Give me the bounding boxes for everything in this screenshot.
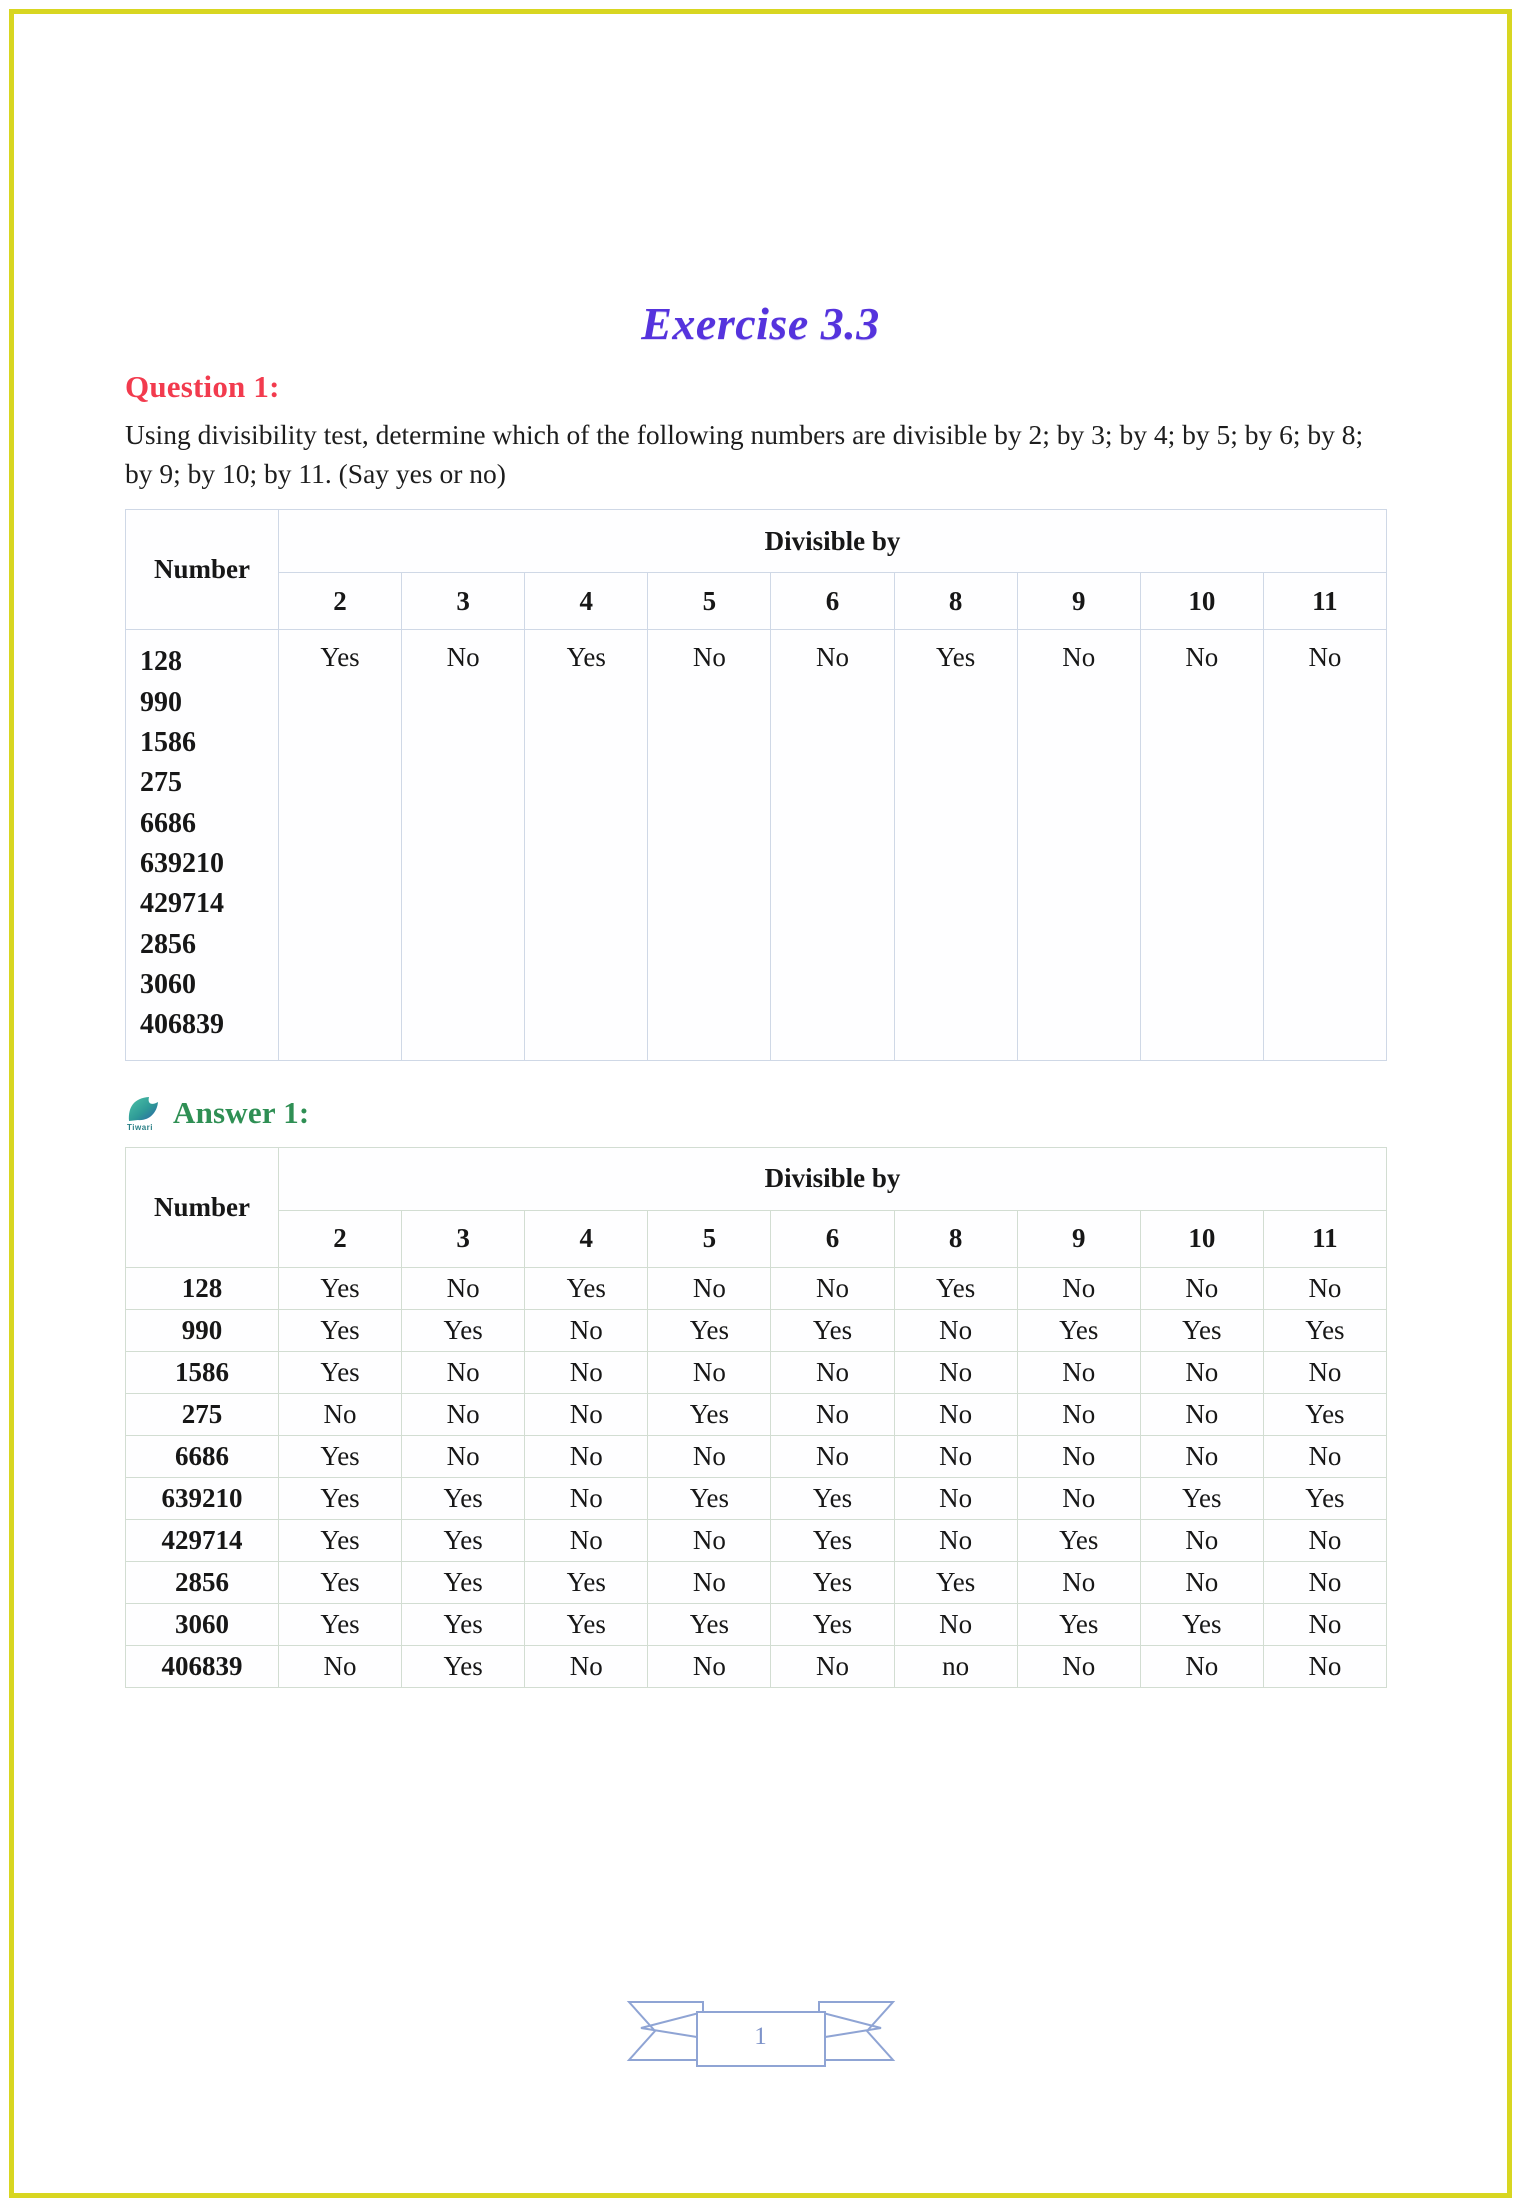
list-item: 128 (140, 646, 182, 678)
answer-cell-8: No (894, 1351, 1017, 1393)
answer-row-number: 2856 (126, 1561, 279, 1603)
answer-cell-4: No (525, 1519, 648, 1561)
answer-cell-4: No (525, 1351, 648, 1393)
table-row (126, 1393, 1387, 1435)
header-divisor-4: 4 (525, 573, 648, 630)
answer-cell-5: No (648, 1435, 771, 1477)
answer-cell-5: No (648, 1351, 771, 1393)
answer-cell-9: No (1017, 1645, 1140, 1687)
list-item: 406839 (140, 1009, 224, 1041)
answer-cell-3: Yes (402, 1309, 525, 1351)
header-number: Number (126, 1147, 279, 1267)
question-numbers-list (126, 630, 279, 1060)
answer-cell-4: Yes (525, 1267, 648, 1309)
answer-cell-9: No (1017, 1267, 1140, 1309)
question-heading: Question 1: (125, 369, 280, 405)
list-item: 6686 (140, 807, 196, 839)
question-cell-6: No (771, 630, 894, 1060)
answer-cell-8: No (894, 1309, 1017, 1351)
answer-row-number: 275 (126, 1393, 279, 1435)
answer-cell-4: No (525, 1309, 648, 1351)
answer-cell-5: No (648, 1519, 771, 1561)
answer-cell-2: Yes (279, 1309, 402, 1351)
table-row (126, 1435, 1387, 1477)
answer-cell-10: No (1140, 1393, 1263, 1435)
answer-cell-3: Yes (402, 1477, 525, 1519)
answer-cell-9: Yes (1017, 1519, 1140, 1561)
answer-cell-2: Yes (279, 1477, 402, 1519)
page-title: Exercise 3.3 (641, 298, 880, 349)
header-divisor-5: 5 (648, 573, 771, 630)
answer-cell-10: No (1140, 1645, 1263, 1687)
list-item: 639210 (140, 847, 224, 879)
answer-cell-8: No (894, 1519, 1017, 1561)
answer-row-number: 639210 (126, 1477, 279, 1519)
answer-cell-8: No (894, 1393, 1017, 1435)
answer-cell-11: No (1263, 1519, 1386, 1561)
answer-cell-4: No (525, 1435, 648, 1477)
header-divisor-4: 4 (525, 1210, 648, 1267)
answer-cell-3: Yes (402, 1561, 525, 1603)
table-row (126, 1519, 1387, 1561)
answer-cell-2: Yes (279, 1351, 402, 1393)
answer-cell-9: No (1017, 1561, 1140, 1603)
answer-cell-8: no (894, 1645, 1017, 1687)
answer-cell-3: No (402, 1393, 525, 1435)
answer-cell-9: No (1017, 1477, 1140, 1519)
answer-cell-2: Yes (279, 1267, 402, 1309)
answer-cell-6: No (771, 1645, 894, 1687)
answer-cell-10: Yes (1140, 1477, 1263, 1519)
answer-cell-6: No (771, 1267, 894, 1309)
answer-cell-2: Yes (279, 1603, 402, 1645)
table-row (126, 1477, 1387, 1519)
table-row (126, 1561, 1387, 1603)
question-cell-5: No (648, 630, 771, 1060)
answer-row-number: 406839 (126, 1645, 279, 1687)
answer-cell-11: Yes (1263, 1309, 1386, 1351)
answer-cell-10: Yes (1140, 1309, 1263, 1351)
answer-cell-3: Yes (402, 1519, 525, 1561)
list-item: 990 (140, 686, 182, 718)
question-cell-11: No (1263, 630, 1386, 1060)
header-divisible-by: Divisible by (279, 510, 1387, 573)
answer-cell-2: Yes (279, 1519, 402, 1561)
list-item: 1586 (140, 727, 196, 759)
answer-cell-5: Yes (648, 1477, 771, 1519)
answer-cell-2: Yes (279, 1435, 402, 1477)
answer-row-number: 1586 (126, 1351, 279, 1393)
answer-heading-row (125, 1095, 1396, 1131)
table-row (126, 1645, 1387, 1687)
answer-cell-8: Yes (894, 1267, 1017, 1309)
answer-cell-11: No (1263, 1645, 1386, 1687)
answer-cell-4: Yes (525, 1561, 648, 1603)
header-divisor-2: 2 (279, 1210, 402, 1267)
answer-cell-3: No (402, 1435, 525, 1477)
page-number: 1 (754, 2023, 767, 2050)
answer-cell-11: No (1263, 1561, 1386, 1603)
table-row (126, 1351, 1387, 1393)
answer-cell-4: Yes (525, 1603, 648, 1645)
question-table (125, 509, 1387, 1060)
answer-cell-10: Yes (1140, 1603, 1263, 1645)
question-cell-9: No (1017, 630, 1140, 1060)
leaf-icon (125, 1095, 167, 1131)
answer-cell-10: No (1140, 1267, 1263, 1309)
answer-cell-5: No (648, 1267, 771, 1309)
answer-cell-6: No (771, 1393, 894, 1435)
answer-cell-6: Yes (771, 1309, 894, 1351)
answer-cell-5: Yes (648, 1393, 771, 1435)
header-divisor-11: 11 (1263, 1210, 1386, 1267)
answer-cell-10: No (1140, 1351, 1263, 1393)
question-table-body (126, 630, 1387, 1060)
answer-cell-6: Yes (771, 1561, 894, 1603)
answer-table (125, 1147, 1387, 1688)
header-divisor-9: 9 (1017, 573, 1140, 630)
table-row (126, 1603, 1387, 1645)
header-divisor-2: 2 (279, 573, 402, 630)
question-cell-3: No (402, 630, 525, 1060)
header-divisor-11: 11 (1263, 573, 1386, 630)
table-row (126, 1309, 1387, 1351)
answer-cell-8: No (894, 1603, 1017, 1645)
question-cell-4: Yes (525, 630, 648, 1060)
list-item: 2856 (140, 928, 196, 960)
header-divisor-6: 6 (771, 573, 894, 630)
table-row (126, 630, 1387, 1060)
table-header-row (126, 510, 1387, 573)
list-item: 275 (140, 767, 182, 799)
answer-cell-2: Yes (279, 1561, 402, 1603)
answer-cell-5: Yes (648, 1309, 771, 1351)
answer-cell-9: Yes (1017, 1309, 1140, 1351)
header-divisor-8: 8 (894, 1210, 1017, 1267)
answer-cell-11: No (1263, 1603, 1386, 1645)
answer-cell-8: No (894, 1477, 1017, 1519)
list-item: 3060 (140, 968, 196, 1000)
answer-cell-11: No (1263, 1351, 1386, 1393)
answer-cell-3: No (402, 1351, 525, 1393)
answer-cell-5: Yes (648, 1603, 771, 1645)
question-cell-8: Yes (894, 630, 1017, 1060)
list-item: 429714 (140, 888, 224, 920)
answer-row-number: 128 (126, 1267, 279, 1309)
header-divisor-6: 6 (771, 1210, 894, 1267)
answer-row-number: 990 (126, 1309, 279, 1351)
answer-cell-11: Yes (1263, 1393, 1386, 1435)
header-divisible-by: Divisible by (279, 1147, 1387, 1210)
header-divisor-3: 3 (402, 1210, 525, 1267)
answer-cell-6: Yes (771, 1477, 894, 1519)
answer-cell-4: No (525, 1477, 648, 1519)
answer-cell-6: No (771, 1435, 894, 1477)
answer-cell-6: No (771, 1351, 894, 1393)
answer-cell-8: No (894, 1435, 1017, 1477)
ribbon-banner (611, 1976, 911, 2072)
answer-cell-5: No (648, 1561, 771, 1603)
answer-row-number: 429714 (126, 1519, 279, 1561)
answer-cell-3: No (402, 1267, 525, 1309)
question-cell-2: Yes (279, 630, 402, 1060)
header-divisor-10: 10 (1140, 573, 1263, 630)
answer-cell-6: Yes (771, 1519, 894, 1561)
answer-cell-11: No (1263, 1267, 1386, 1309)
answer-cell-10: No (1140, 1435, 1263, 1477)
table-header-row (126, 1147, 1387, 1210)
answer-table-head (126, 1147, 1387, 1267)
page-footer (0, 1976, 1521, 2072)
answer-cell-10: No (1140, 1561, 1263, 1603)
answer-heading: Answer 1: (173, 1094, 310, 1130)
answer-cell-9: No (1017, 1435, 1140, 1477)
question-table-head (126, 510, 1387, 630)
answer-cell-5: No (648, 1645, 771, 1687)
answer-cell-11: No (1263, 1435, 1386, 1477)
table-subheader-row (126, 1210, 1387, 1267)
logo-brand-text: Tiwari (127, 1122, 153, 1132)
answer-cell-3: Yes (402, 1603, 525, 1645)
table-row (126, 1267, 1387, 1309)
question-text: Using divisibility test, determine which of the following numbers are divisible by 2; by 3; by 4; by 5; by 6; by 8; by 9; by 10; by 11. (Say yes or no) (125, 419, 1364, 490)
answer-cell-6: Yes (771, 1603, 894, 1645)
header-divisor-5: 5 (648, 1210, 771, 1267)
answer-cell-10: No (1140, 1519, 1263, 1561)
answer-cell-4: No (525, 1393, 648, 1435)
table-subheader-row (126, 573, 1387, 630)
answer-table-body (126, 1267, 1387, 1687)
answer-cell-4: No (525, 1645, 648, 1687)
answer-cell-9: Yes (1017, 1603, 1140, 1645)
header-divisor-3: 3 (402, 573, 525, 630)
answer-cell-9: No (1017, 1351, 1140, 1393)
answer-cell-3: Yes (402, 1645, 525, 1687)
header-divisor-9: 9 (1017, 1210, 1140, 1267)
header-divisor-8: 8 (894, 573, 1017, 630)
header-number: Number (126, 510, 279, 630)
question-cell-10: No (1140, 630, 1263, 1060)
answer-cell-8: Yes (894, 1561, 1017, 1603)
answer-cell-11: Yes (1263, 1477, 1386, 1519)
answer-cell-9: No (1017, 1393, 1140, 1435)
answer-cell-2: No (279, 1393, 402, 1435)
answer-cell-2: No (279, 1645, 402, 1687)
answer-row-number: 3060 (126, 1603, 279, 1645)
answer-row-number: 6686 (126, 1435, 279, 1477)
header-divisor-10: 10 (1140, 1210, 1263, 1267)
